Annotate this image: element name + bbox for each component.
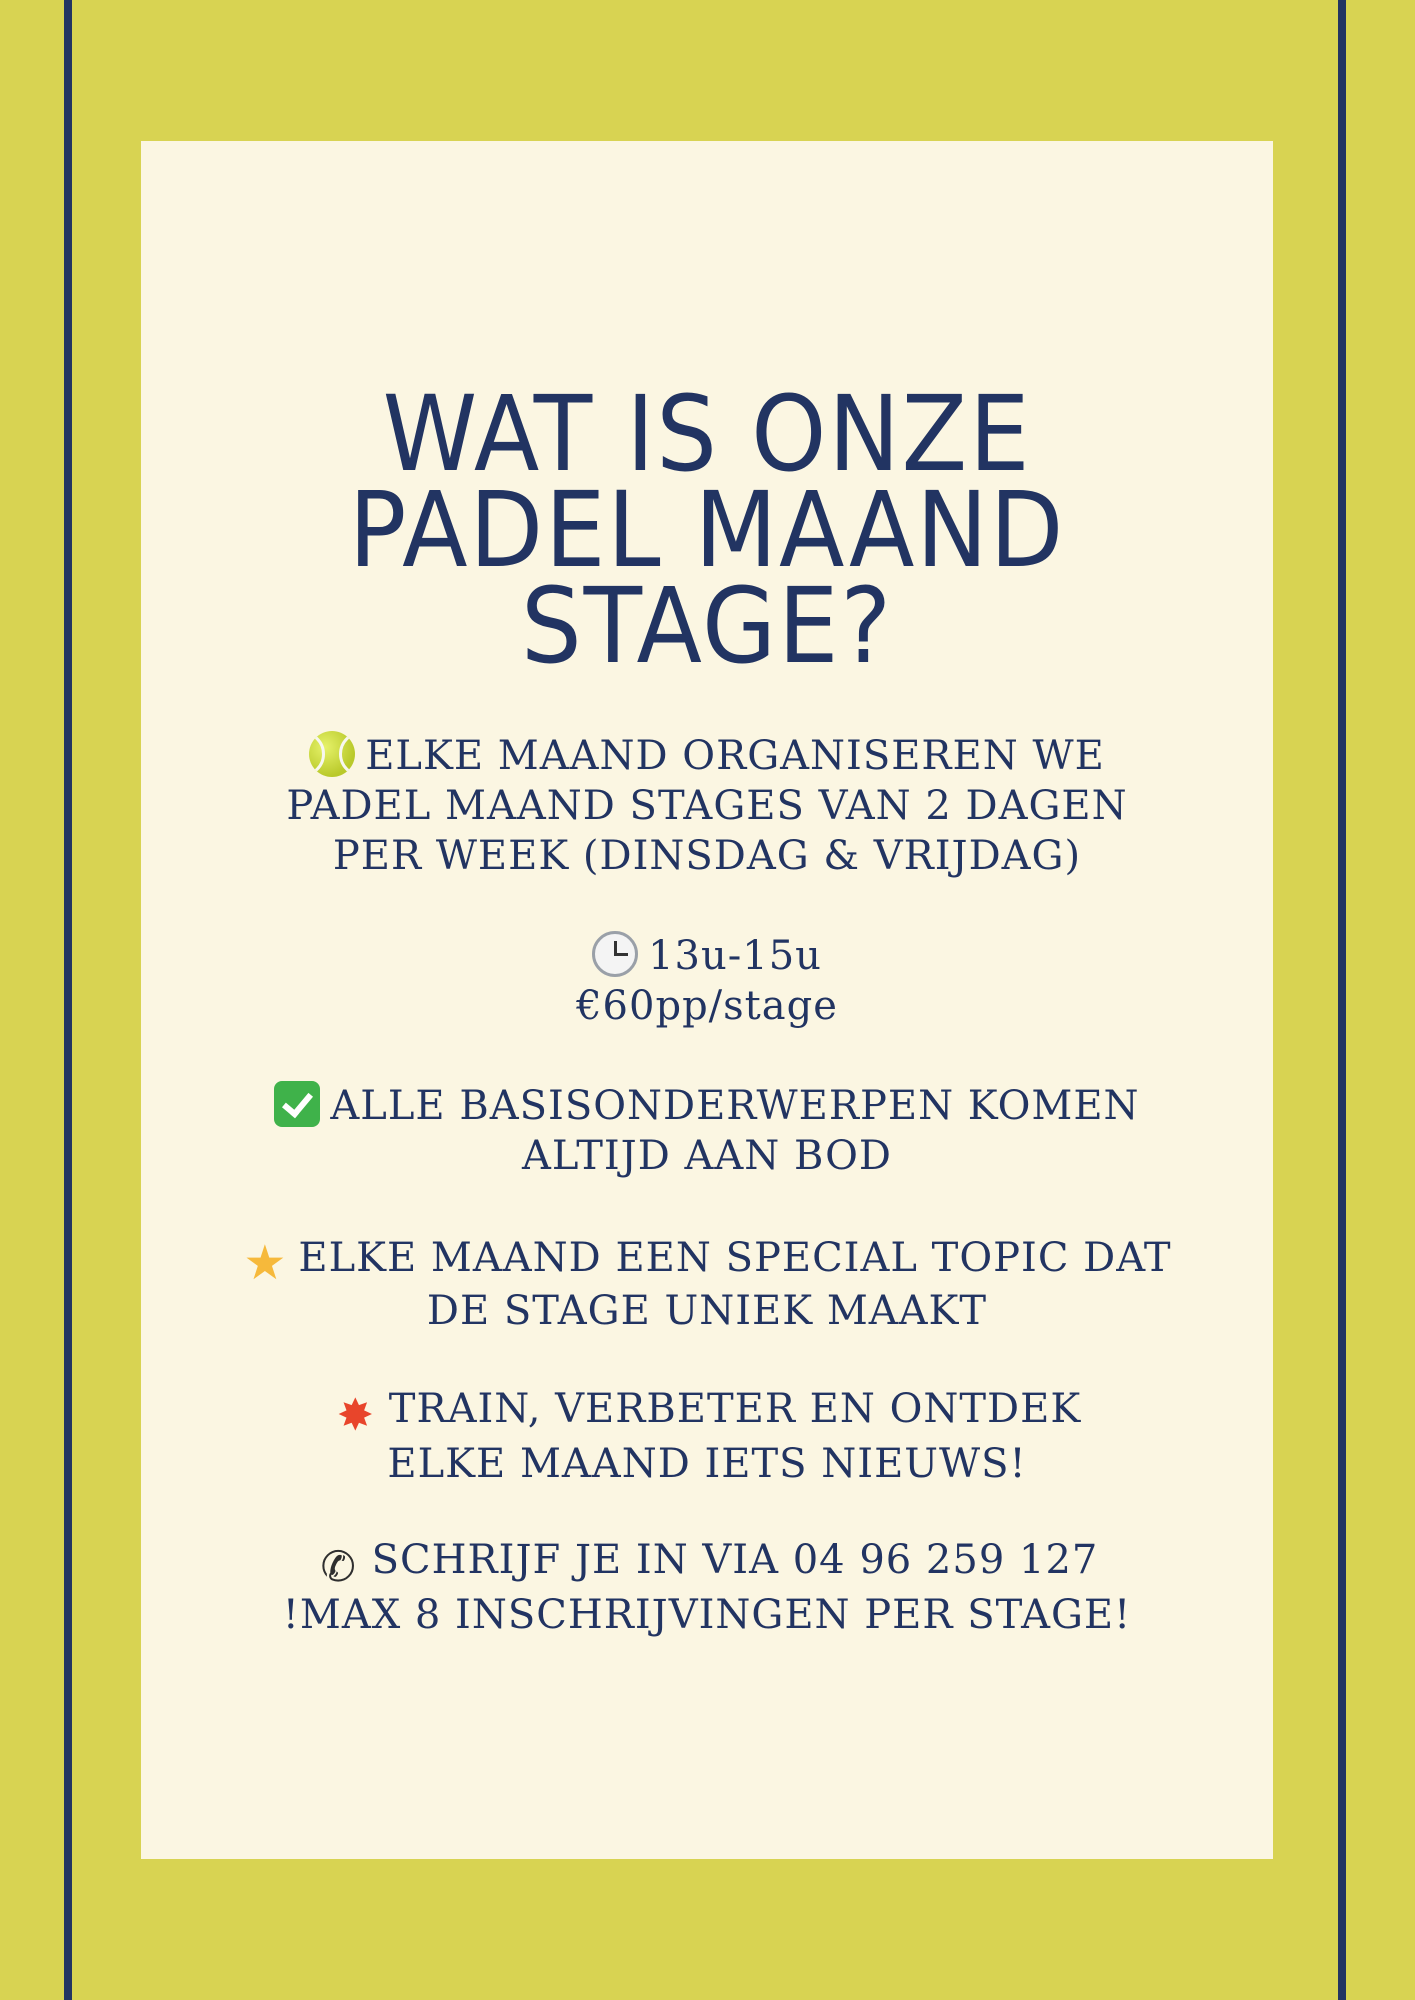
train-line-2: ELKE MAAND IETS NIEUWS! [387,1441,1027,1487]
basics-text-1: ALLE BASISONDERWERPEN KOMEN [330,1083,1140,1129]
schedule-time: 13u-15u [648,933,822,979]
title-line-1: WAT IS ONZE [382,373,1032,495]
page-title [186,373,1227,687]
special-text-1: ELKE MAAND EEN SPECIAL TOPIC DAT [298,1235,1172,1281]
signup-section [141,1535,1273,1640]
signup-line-2: !MAX 8 INSCHRIJVINGEN PER STAGE! [282,1592,1132,1638]
right-border-stripe [1338,0,1346,2000]
train-line-1 [141,1384,1273,1439]
left-border-stripe [64,0,72,2000]
intro-line-1 [141,731,1273,781]
special-line-1 [141,1233,1273,1291]
title-line-3: STAGE? [521,565,893,687]
basics-line-2: ALTIJD AAN BOD [522,1133,892,1179]
tennis-ball-icon [309,731,355,777]
collision-icon: ✸ [336,1390,375,1441]
poster-card [141,141,1273,1859]
intro-text-1: ELKE MAAND ORGANISEREN WE [365,733,1105,779]
train-section [141,1384,1273,1489]
title-line-2: PADEL MAAND [348,469,1066,591]
intro-line-2: PADEL MAAND STAGES VAN 2 DAGEN [286,783,1128,829]
schedule-price: €60pp/stage [576,983,838,1029]
signup-line-1 [141,1535,1273,1590]
special-line-2: DE STAGE UNIEK MAAKT [426,1288,988,1334]
phone-icon: ✆ [320,1542,357,1591]
intro-line-3: PER WEEK (DINSDAG & VRIJDAG) [332,833,1082,879]
special-section [141,1233,1273,1336]
clock-icon [592,931,638,977]
basics-section [141,1081,1273,1181]
signup-text-1: SCHRIJF JE IN VIA 04 96 259 127 [371,1537,1099,1583]
schedule-section [141,931,1273,1031]
intro-section [141,731,1273,881]
basics-line-1 [141,1081,1273,1131]
check-mark-icon [274,1081,320,1127]
train-text-1: TRAIN, VERBETER EN ONTDEK [388,1386,1082,1432]
schedule-time-line [141,931,1273,981]
star-icon: ★ [243,1235,288,1291]
